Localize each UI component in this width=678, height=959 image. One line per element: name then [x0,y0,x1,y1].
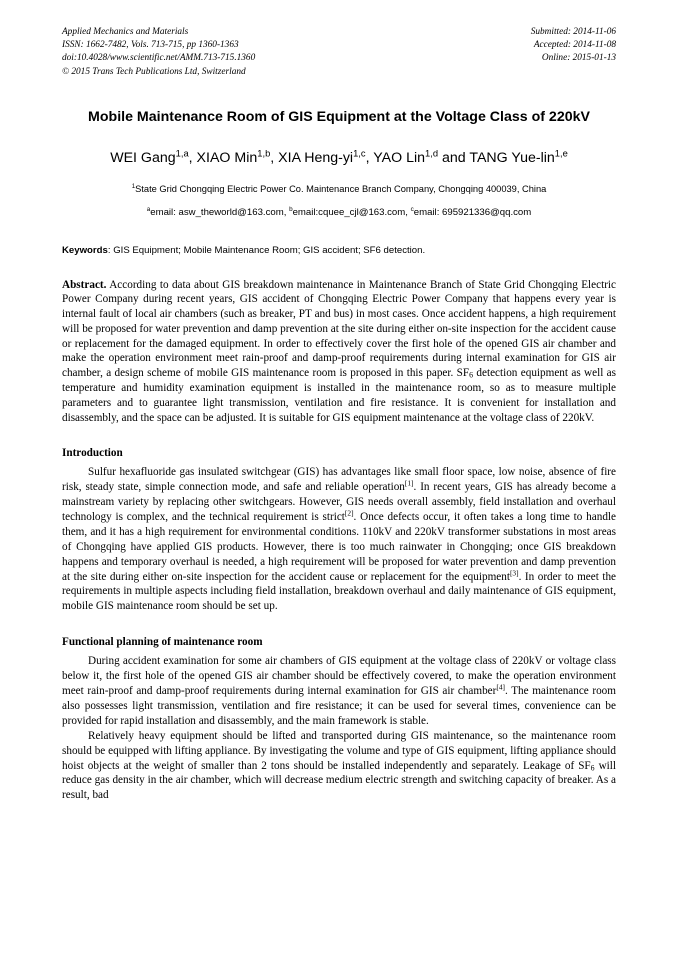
journal-doi: doi:10.4028/www.scientific.net/AMM.713-715.1360 [62,53,256,64]
body-paragraph [62,465,616,614]
affiliation-marker: 1 [131,183,136,191]
author-separator: , [365,150,374,167]
author-emails [62,206,616,220]
email-c: email: 695921336@qq.com [413,207,532,219]
author-affiliation-marker: 1,e [554,148,568,159]
author-affiliation-marker: 1,b [257,148,271,159]
author [469,150,567,166]
email-marker-b: b [289,205,293,213]
body-paragraph [62,729,616,803]
author [197,150,271,166]
author-separator: , [270,150,279,167]
journal-header [62,26,616,79]
keywords [62,245,616,256]
online-date: Online: 2015-01-13 [541,53,616,64]
author-affiliation-marker: 1,d [425,148,439,159]
journal-name: Applied Mechanics and Materials [62,27,189,37]
affiliation [62,183,616,197]
citation-reference: [2] [344,508,354,518]
author-affiliation-marker: 1,c [353,148,366,159]
author [278,150,365,166]
abstract-label: Abstract. [62,278,107,291]
text-run: . In recent years, GIS has already become a mainstream variety by replacing other switchgears. However, GIS needs overall assembly, field installation and overhaul technology is complex, and the technical requirement is strict [62,481,616,524]
page-title: Mobile Maintenance Room of GIS Equipment at the Voltage Class of 220kV [88,108,590,125]
abstract-subscript: 6 [469,370,474,380]
email-a: email: asw_theworld@163.com, [150,207,290,219]
citation-reference: [4] [496,682,505,692]
author-list [62,149,616,169]
chemical-subscript: 6 [590,763,595,773]
section-heading: Introduction [62,447,123,460]
text-run: Relatively heavy equipment should be lifted and transported during GIS maintenance, so the maintenance room should be equipped with lifting appliance. By investigating the volume and type of GIS equipment, lifting appliance should hoist objects at the weight of smaller than 2 tons should be installed independently and separately. Leakage of SF [62,729,616,772]
text-run: will reduce gas density in the air chamber, which will decrease medium electric strength and switching capacity of breaker. As a result, bad [62,759,616,802]
author-separator: , [188,150,197,167]
text-run: . In order to meet the requirements in multiple aspects including field installation, breakdown overhaul and daily maintenance of GIS equipment, mobile GIS maintenance room should be set up. [62,570,616,613]
text-run: During accident examination for some air chambers of GIS equipment at the voltage class of 220kV or voltage class below it, the first hole of the opened GIS air chamber should be effectively covered, to make the operation environment meet rain-proof and damp-proof requirements during internal examination for GIS air chamber [62,655,616,698]
keywords-label: Keywords [62,244,108,256]
author-name: XIA Heng-yi [278,150,354,167]
citation-reference: [3] [509,567,519,577]
author-separator: and [438,150,470,167]
abstract-part-1: According to data about GIS breakdown maintenance in Maintenance Branch of State Grid Chongqing Electric Power Company during recent years, GIS accident of Chongqing Electric Power Company that happens every year is internal fault of local air chambers (such as breaker, PT and bus) in most cases. Once accident happens, a high requirement will be proposed for water prevention and damp prevention at the site during either on-site inspection for the accident cause or replacement for the damaged equipment. In order to effectively cover the first hole of the opened GIS air chamber and make the operation environment meet rain-proof and damp-proof requirements during internal examination for GIS air chamber, a design scheme of mobile GIS maintenance room is proposed in this paper. SF [62,278,616,380]
text-run: . Once defects occur, it often takes a long time to handle them, and it has a high requirement for environmental conditions. 110kV and 220kV transformer substations in most areas of Chongqing have applied GIS products. However, there is too much rainwater in Chongqing; once GIS breakdown happens and temporary overhaul is needed, a high requirement will be proposed for water prevention and damp prevention at the site during either on-site inspection for the accident cause or replacement for the equipment [62,511,616,583]
accepted-date: Accepted: 2014-11-08 [533,40,616,51]
submitted-date: Submitted: 2014-11-06 [530,27,616,37]
citation-reference: [1] [404,478,414,488]
abstract-part-2: detection equipment as well as temperature and humidity examination equipment is installed in the maintenance room, so as to measure multiple parameters and to guarantee light transmission, ventilation and fire resistance. It is convenient for installation and disassembly, and the space can be adjusted. It is suitable for GIS equipment maintenance at the voltage class of 220kV. [62,367,616,424]
author-name: TANG Yue-lin [469,150,555,167]
affiliation-text: State Grid Chongqing Electric Power Co. Maintenance Branch Company, Chongqing 400039, China [135,184,547,195]
author [373,150,438,166]
section-heading: Functional planning of maintenance room [62,636,263,649]
author-affiliation-marker: 1,a [175,148,189,159]
journal-header-left [62,26,255,79]
abstract [62,278,616,426]
sections-container [62,447,616,803]
journal-issn-volume: ISSN: 1662-7482, Vols. 713-715, pp 1360-1363 [62,40,239,51]
text-run: Sulfur hexafluoride gas insulated switchgear (GIS) has advantages like small floor space, low noise, absence of fire risk, steady state, simple connection mode, and safe and reliable operation [62,466,616,494]
body-paragraph [62,654,616,728]
author-name: YAO Lin [373,150,426,167]
email-marker-c: c [410,205,414,213]
keywords-text: : GIS Equipment; Mobile Maintenance Room; GIS accident; SF6 detection. [107,244,426,256]
journal-header-right [531,26,616,66]
email-b: email:cquee_cjl@163.com, [292,207,411,219]
author [110,150,188,166]
journal-copyright: © 2015 Trans Tech Publications Ltd, Switzerland [62,66,246,77]
author-name: XIAO Min [196,150,258,167]
author-name: WEI Gang [110,150,176,167]
text-run: . The maintenance room also possesses light transmission, ventilation and fire resistance; it can be used for several times, convenience can be provided for rapid installation and disassembly, and the main framework is stable. [62,685,616,727]
email-marker-a: a [146,205,151,213]
